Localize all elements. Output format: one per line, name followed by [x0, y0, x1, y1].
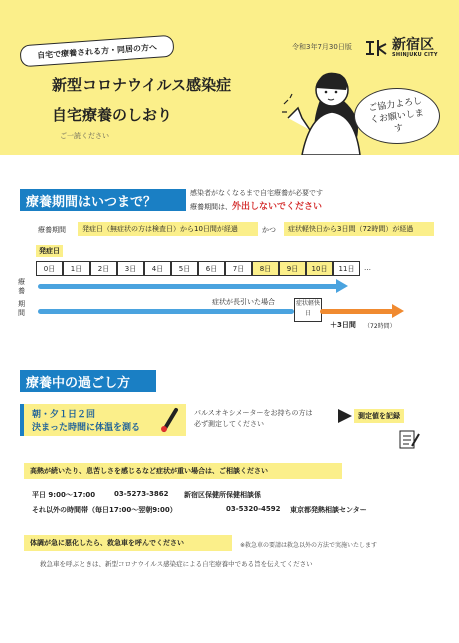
arrow-right-icon: [338, 409, 352, 423]
day-cell: 1日: [63, 261, 90, 276]
temp-line-2: 決まった時間に体温を測る: [32, 423, 141, 433]
notepad-icon: [398, 428, 420, 450]
period-note-2: [190, 199, 322, 212]
logo-name: 新宿区: [392, 37, 434, 53]
day-cell: 5日: [171, 261, 198, 276]
oximeter-line-2: 必ず測定してください: [194, 420, 264, 428]
day-cell: 8日: [252, 261, 279, 276]
speech-bubble-text: ご協力よろしくお願いします: [367, 96, 425, 135]
day-cell: 9日: [279, 261, 306, 276]
rule-label: 療養期間: [38, 226, 66, 234]
other-hours: それ以外の時間帯（毎日17:00～翌朝9:00）: [32, 506, 177, 514]
day-cell: 2日: [90, 261, 117, 276]
logo-sub: SHINJUKU CITY: [392, 52, 438, 58]
plus3-note: （72時間）: [364, 323, 396, 330]
page-title-line2: 自宅療養のしおり: [52, 106, 173, 124]
shinjuku-logo: [364, 38, 438, 58]
stay-home-emphasis: 外出しないでください: [232, 202, 323, 212]
arrow-right-icon: [336, 279, 348, 293]
prolonged-label: 症状が長引いた場合: [212, 298, 275, 306]
other-phone: 03-5320-4592: [226, 505, 281, 513]
page-title-line1: 新型コロナウイルス感染症: [52, 76, 232, 94]
standard-period-bar: [38, 284, 342, 289]
weekday-phone: 03-5273-3862: [114, 490, 169, 498]
day-timeline: [36, 261, 360, 276]
consult-title: 高熱が続いたり、息苦しさを感じるなど症状が重い場合は、ご相談ください: [24, 463, 342, 479]
temp-line-1: 朝・夕１日２回: [32, 410, 96, 420]
day-cell: 7日: [225, 261, 252, 276]
emergency-sub: 救急車を呼ぶときは、新型コロナウイルス感染症による自宅療養中である旨を伝えてください: [40, 560, 313, 568]
thermometer-icon: [158, 406, 182, 434]
rule-text-1: 発症日（無症状の方は検査日）から10日間が経過: [78, 222, 258, 236]
plus3-label: ＋3日間: [330, 321, 356, 329]
city-emblem-icon: [364, 38, 388, 58]
day-cell: 3日: [117, 261, 144, 276]
day-cell: 6日: [198, 261, 225, 276]
day-cell: 11日: [333, 261, 360, 276]
weekday-hours: 平日 9:00～17:00: [32, 491, 96, 499]
day-cell: 4日: [144, 261, 171, 276]
page-subtitle: ご一読ください: [60, 132, 109, 140]
prolonged-period-bar: [38, 309, 294, 314]
rule-text-2: 症状軽快日から3日間（72時間）が経過: [284, 222, 434, 236]
oximeter-line-1: パルスオキシメーターをお持ちの方は: [194, 409, 313, 417]
period-note-1: 感染者がなくなるまで自宅療養が必要です: [190, 189, 323, 197]
onset-label: 発症日: [36, 245, 63, 257]
side-label-a: 療養: [18, 278, 25, 295]
section-title-living: 療養中の過ごし方: [20, 370, 156, 392]
emergency-title: 体調が急に悪化したら、救急車を呼んでください: [24, 535, 232, 551]
issue-date: 令和3年7月30日版: [292, 43, 352, 51]
period-note-prefix: 療養期間は、: [190, 203, 232, 211]
weekday-org: 新宿区保健所保健相談係: [184, 491, 261, 499]
improve-day-box: 症状軽快日: [294, 298, 322, 322]
rule-and: かつ: [262, 226, 276, 234]
emergency-note: ※救急車の要請は救急以外の方法で実施いたします: [240, 542, 378, 549]
day-cell: 10日: [306, 261, 333, 276]
other-org: 東京都発熱相談センター: [290, 506, 367, 514]
audience-tag: 自宅で療養される方・同居の方へ: [19, 35, 174, 68]
day-cell: 0日: [36, 261, 63, 276]
side-label-b: 期間: [18, 300, 25, 317]
timeline-ellipsis: …: [364, 264, 371, 272]
arrow-right-icon: [392, 304, 404, 318]
record-label: 測定値を記録: [354, 409, 404, 423]
extra-3day-bar: [320, 309, 394, 314]
section-title-period: 療養期間はいつまで？: [20, 189, 186, 211]
